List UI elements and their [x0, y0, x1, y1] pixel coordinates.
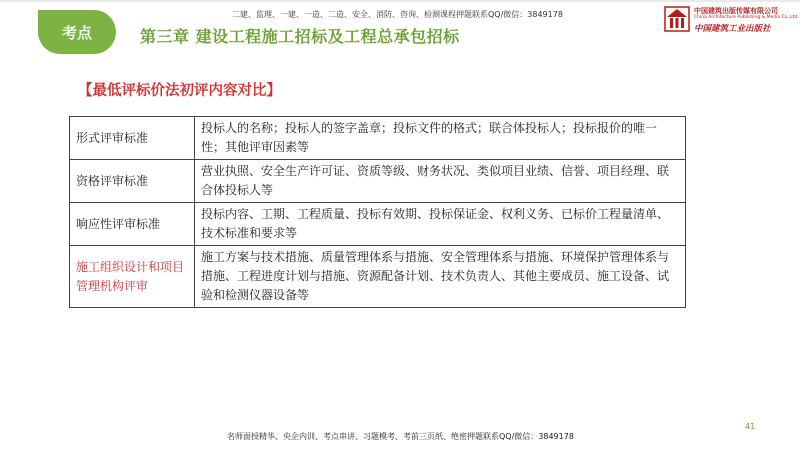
page-number: 41 [745, 422, 756, 431]
row-label: 响应性评审标准 [70, 203, 195, 246]
row-content: 投标内容、工期、工程质量、投标有效期、投标保证金、权利义务、已标价工程量清单、技术标准和要求等 [195, 203, 686, 246]
section-heading: 【最低评标价法初评内容对比】 [78, 83, 281, 99]
row-content: 营业执照、安全生产许可证、资质等级、财务状况、类似项目业绩、信誉、项目经理、联合体投标人等 [195, 160, 686, 203]
publisher-name-cn: 中国建筑出版传媒有限公司 [694, 7, 778, 15]
comparison-table [69, 116, 686, 308]
publisher-logo-icon [664, 6, 690, 32]
row-label: 施工组织设计和项目管理机构评审 [70, 246, 195, 308]
topic-badge-label: 考点 [61, 23, 92, 42]
table-row [70, 203, 686, 246]
row-label: 资格评审标准 [70, 160, 195, 203]
topic-badge [38, 10, 116, 54]
footer-contact-note: 名师面授精华、央企内训、考点串讲、习题模考、考前三页纸、绝密押题联系QQ/微信：3849178 [227, 432, 574, 441]
table-row [70, 160, 686, 203]
row-content: 投标人的名称；投标人的签字盖章；投标文件的格式；联合体投标人；投标报价的唯一性；其他评审因素等 [195, 117, 686, 160]
row-content: 施工方案与技术措施、质量管理体系与措施、安全管理体系与措施、环境保护管理体系与措施、工程进度计划与措施、资源配备计划、技术负责人、其他主要成员、施工设备、试验和检测仪器设备等 [195, 246, 686, 308]
table-row [70, 117, 686, 160]
table-row [70, 246, 686, 308]
header-contact-note: 二建、监理、一建、一造、二造、安全、消防、咨询、检测课程押题联系QQ/微信：3849178 [232, 10, 563, 19]
top-divider [0, 0, 800, 2]
row-label: 形式评审标准 [70, 117, 195, 160]
publisher-name-en: China Architecture Publishing & Media Co.,Ltd. [694, 15, 799, 20]
chapter-title: 第三章 建设工程施工招标及工程总承包招标 [140, 27, 460, 46]
publisher-name-press: 中国建筑工业出版社 [694, 24, 771, 34]
publisher-logo [664, 6, 799, 36]
